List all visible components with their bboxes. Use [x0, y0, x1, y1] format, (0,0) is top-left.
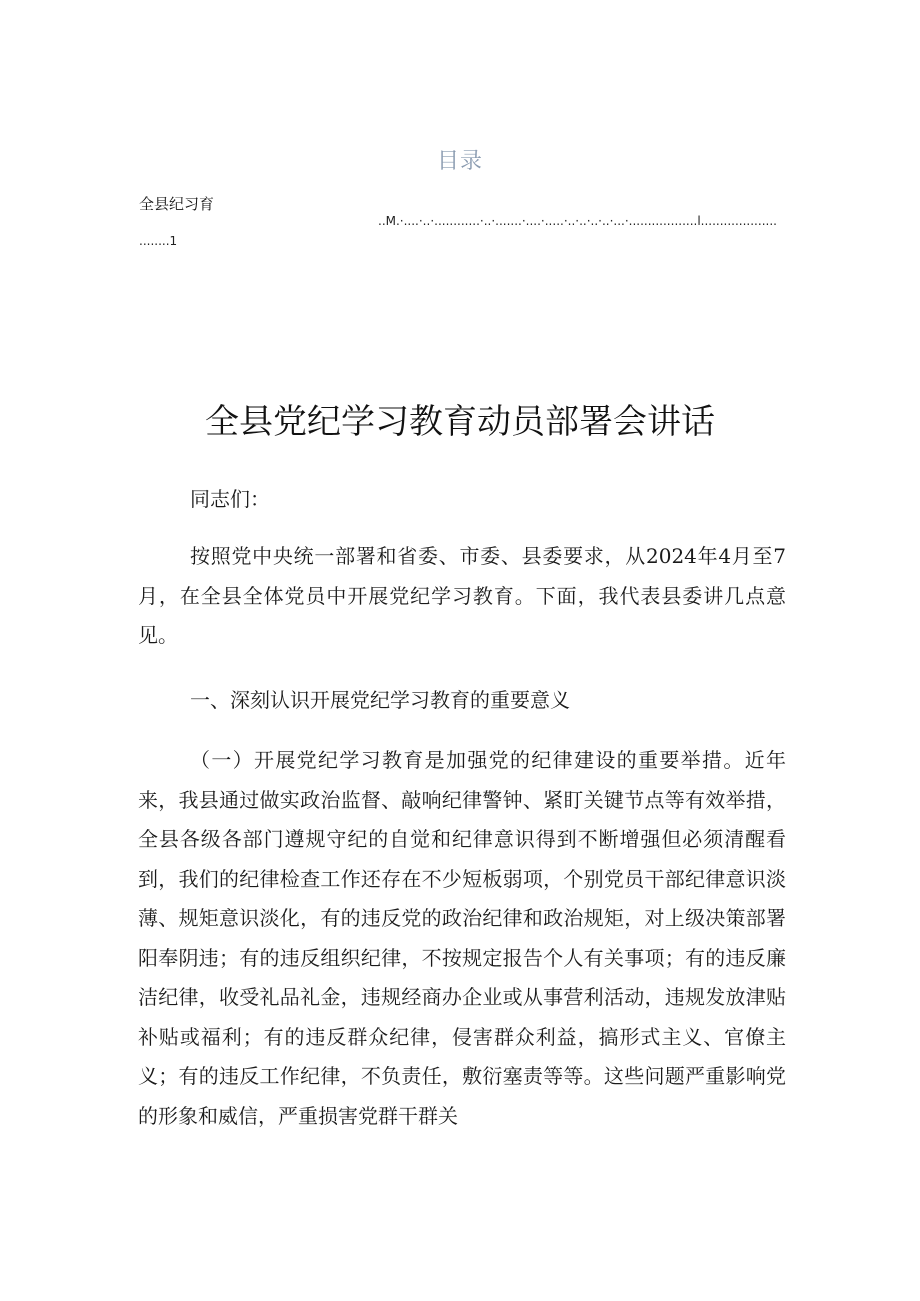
salutation: 同志们： — [190, 487, 270, 511]
toc-entry-leader: ..M.·....·..·............·..·.......·....·.....·..·..·..·..·...·..................l.................... — [378, 214, 777, 228]
section-heading-1: 一、深刻认识开展党纪学习教育的重要意义 — [190, 688, 570, 712]
paragraph-section-1-1: （一）开展党纪学习教育是加强党的纪律建设的重要举措。近年来，我县通过做实政治监督、敲响纪律警钟、紧盯关键节点等有效举措，全县各级各部门遵规守纪的自觉和纪律意识得到不断增强但必须清醒看到，我们的纪律检查工作还存在不少短板弱项，个别党员干部纪律意识淡薄、规矩意识淡化，有的违反党的政治纪律和政治规矩，对上级决策部署阳奉阴违；有的违反组织纪律，不按规定报告个人有关事项；有的违反廉洁纪律，收受礼品礼金，违规经商办企业或从事营利活动，违规发放津贴补贴或福利；有的违反群众纪律，侵害群众利益，搞形式主义、官僚主义；有的违反工作纪律，不负责任，敷衍塞责等等。这些问题严重影响党的形象和威信，严重损害党群干群关 — [138, 748, 786, 1128]
paragraph-intro: 按照党中央统一部署和省委、市委、县委要求，从2024年4月至7月，在全县全体党员中开展党纪学习教育。下面，我代表县委讲几点意见。 — [138, 544, 786, 647]
toc-entry-label[interactable]: 全县纪习育 — [139, 195, 215, 213]
toc-entry-page-number: ........1 — [139, 234, 178, 248]
toc-title: 目录 — [436, 149, 483, 174]
document-title: 全县党纪学习教育动员部署会讲话 — [205, 402, 715, 442]
